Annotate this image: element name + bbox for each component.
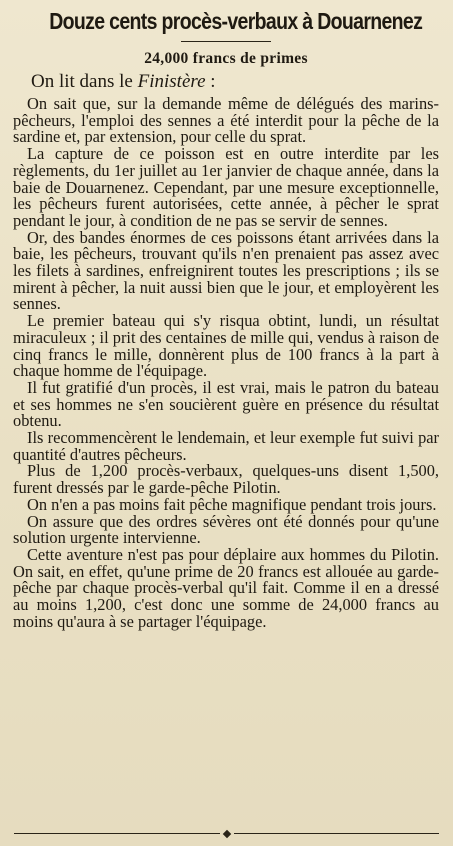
paragraph: Or, des bandes énormes de ces poissons étant arrivées dans la baie, les pêcheurs, trouvant qu'ils n'en prenaient pas assez avec les filets à sardines, enfreignirent toutes les prescriptions ; ils se mirent à pêcher, la nuit aussi bien que le jour, et employèrent les sennes. — [13, 227, 439, 314]
paragraph: Le premier bateau qui s'y risqua obtint, lundi, un résultat miraculeux ; il prit des centaines de mille qui, vendus à raison de cinq francs le mille, donnèrent plus de 100 francs à la part à chaque homme de l'équipage. — [13, 311, 439, 381]
headline-divider — [181, 41, 271, 42]
subheadline: 24,000 francs de primes — [144, 50, 308, 67]
intro-source: Finistère — [137, 71, 206, 92]
end-divider-ornament — [222, 829, 230, 837]
paragraph: Il fut gratifié d'un procès, il est vrai, mais le patron du bateau et ses hommes ne s'en soucièrent guère en présence du résultat obtenu. — [13, 377, 439, 431]
headline: Douze cents procès-verbaux à Douarnenez — [49, 8, 423, 34]
intro-suffix: : — [205, 71, 216, 92]
intro-line — [31, 72, 439, 92]
end-divider-line-right — [234, 833, 440, 834]
paragraph: Ils recommencèrent le lendemain, et leur exemple fut suivi par quantité d'autres pêcheurs. — [13, 428, 439, 464]
article-body — [13, 96, 439, 631]
paragraph: La capture de ce poisson est en outre interdite par les règlements, du 1er juillet au 1er janvier de chaque année, dans la baie de Douarnenez. Cependant, par une mesure exceptionnelle, les pêcheurs furent autorisées, cette année, à pêcher le sprat pendant le jour, à condition de ne pas se servir de sennes. — [13, 144, 439, 230]
end-divider — [14, 830, 439, 837]
paragraph: On assure que des ordres sévères ont été donnés pour qu'une solution urgente intervienne. — [13, 511, 439, 548]
end-divider-line-left — [14, 833, 220, 834]
paragraph: Plus de 1,200 procès-verbaux, quelques-uns disent 1,500, furent dressés par le garde-pêche Pilotin. — [13, 461, 439, 498]
paragraph: On sait que, sur la demande même de délégués des marins-pêcheurs, l'emploi des sennes a été interdit pour la pêche de la sardine et, par extension, pour celle du sprat. — [13, 94, 439, 147]
paragraph: Cette aventure n'est pas pour déplaire aux hommes du Pilotin. On sait, en effet, qu'une prime de 20 francs est allouée au garde-pêche par chaque procès-verbal qu'il fait. Comme il en a dressé au moins 1,200, c'est donc une somme de 24,000 francs au moins qu'aura à se partager l'équipage. — [13, 544, 439, 631]
intro-prefix: On lit dans le — [31, 71, 133, 92]
paragraph: On n'en a pas moins fait pêche magnifique pendant trois jours. — [27, 494, 437, 514]
